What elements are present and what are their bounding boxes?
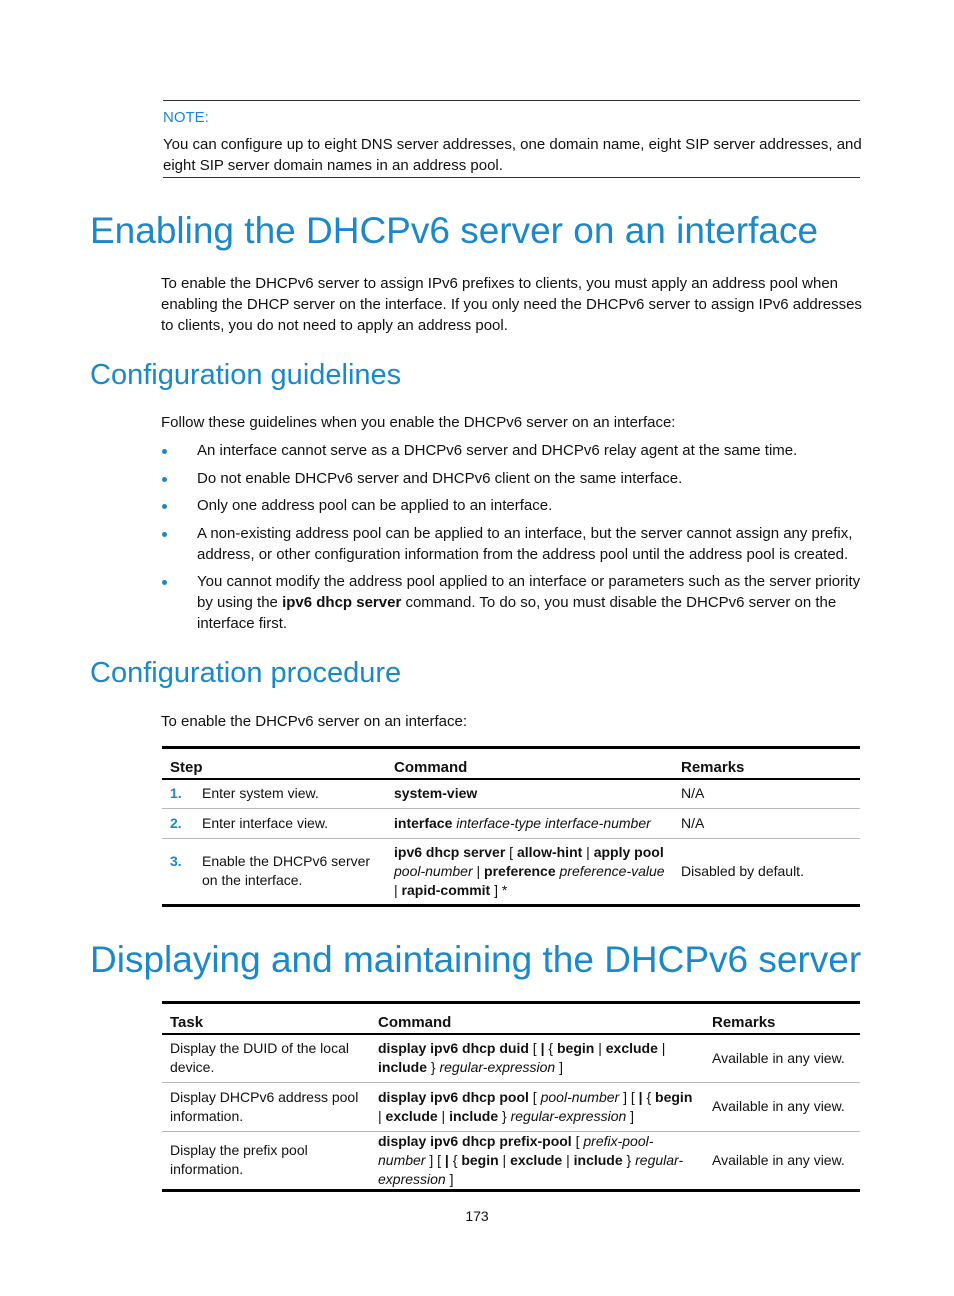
step-cell: 3. Enable the DHCPv6 server on the interface. [162, 838, 386, 905]
command-cell: display ipv6 dhcp prefix-pool [ prefix-pool-number ] [ | { begin | exclude | include } regular-expression ] [370, 1131, 704, 1190]
table-row [162, 1082, 860, 1131]
procedure-intro: To enable the DHCPv6 server on an interface: [161, 713, 467, 730]
guidelines-list [161, 440, 865, 641]
table-row [162, 838, 860, 905]
list-item: An interface cannot serve as a DHCPv6 server and DHCPv6 relay agent at the same time. [161, 440, 865, 461]
list-item: You cannot modify the address pool applied to an interface or parameters such as the server priority by using the ipv6 dhcp server command. To do so, you must disable the DHCPv6 server on the interface first. [161, 571, 865, 634]
remarks-cell: Available in any view. [704, 1082, 860, 1131]
bullet-icon [162, 449, 167, 454]
section-intro: To enable the DHCPv6 server to assign IPv6 prefixes to clients, you must apply an address pool when enabling the DHCP server on the interface. If you only need the DHCPv6 server to assign IPv6 addresses to clients, you do not need to apply an address pool. [161, 275, 862, 334]
subsection-title-procedure: Configuration procedure [90, 657, 402, 689]
list-item: Only one address pool can be applied to an interface. [161, 495, 865, 516]
command-cell: system-view [386, 779, 673, 808]
note-text: You can configure up to eight DNS server addresses, one domain name, eight SIP server addresses, and eight SIP server domain names in an address pool. [163, 136, 862, 174]
column-header-step: Step [162, 748, 386, 780]
command-cell: display ipv6 dhcp pool [ pool-number ] [ | { begin | exclude | include } regular-expression ] [370, 1082, 704, 1131]
list-item: A non-existing address pool can be applied to an interface, but the server cannot assign any prefix, address, or other configuration information from the address pool until the address pool is created. [161, 523, 865, 565]
note-top-rule [163, 100, 860, 101]
table-row [162, 808, 860, 838]
section-title-enabling: Enabling the DHCPv6 server on an interface [90, 210, 819, 251]
remarks-cell: Disabled by default. [673, 838, 860, 905]
task-cell: Display the DUID of the local device. [162, 1034, 370, 1082]
column-header-command: Command [386, 748, 673, 780]
column-header-remarks: Remarks [704, 1003, 860, 1035]
section-title-displaying: Displaying and maintaining the DHCPv6 server [90, 939, 862, 980]
command-cell: interface interface-type interface-number [386, 808, 673, 838]
subsection-title-guidelines: Configuration guidelines [90, 359, 402, 391]
remarks-cell: Available in any view. [704, 1034, 860, 1082]
column-header-task: Task [162, 1003, 370, 1035]
remarks-cell: Available in any view. [704, 1131, 860, 1190]
table-row [162, 779, 860, 808]
guidelines-intro: Follow these guidelines when you enable the DHCPv6 server on an interface: [161, 414, 676, 431]
column-header-command: Command [370, 1003, 704, 1035]
column-header-remarks: Remarks [673, 748, 860, 780]
command-keyword: ipv6 dhcp server [282, 594, 402, 611]
page-number: 173 [465, 1208, 489, 1224]
table-header-row [162, 1003, 860, 1035]
step-cell: 1. Enter system view. [162, 779, 386, 808]
task-cell: Display DHCPv6 address pool information. [162, 1082, 370, 1131]
table-row [162, 1034, 860, 1082]
display-table [162, 1001, 860, 1192]
task-cell: Display the prefix pool information. [162, 1131, 370, 1190]
procedure-table [162, 746, 860, 907]
bullet-icon [162, 532, 167, 537]
note-bottom-rule [163, 177, 860, 178]
remarks-cell: N/A [673, 779, 860, 808]
bullet-icon [162, 504, 167, 509]
table-header-row [162, 748, 860, 780]
bullet-icon [162, 477, 167, 482]
bullet-icon [162, 580, 167, 585]
table-row [162, 1131, 860, 1190]
remarks-cell: N/A [673, 808, 860, 838]
note-label: NOTE: [163, 109, 209, 126]
list-item: Do not enable DHCPv6 server and DHCPv6 client on the same interface. [161, 468, 865, 489]
command-cell: ipv6 dhcp server [ allow-hint | apply pool pool-number | preference preference-value | rapid-commit ] * [386, 838, 673, 905]
command-cell: display ipv6 dhcp duid [ | { begin | exclude | include } regular-expression ] [370, 1034, 704, 1082]
step-cell: 2. Enter interface view. [162, 808, 386, 838]
